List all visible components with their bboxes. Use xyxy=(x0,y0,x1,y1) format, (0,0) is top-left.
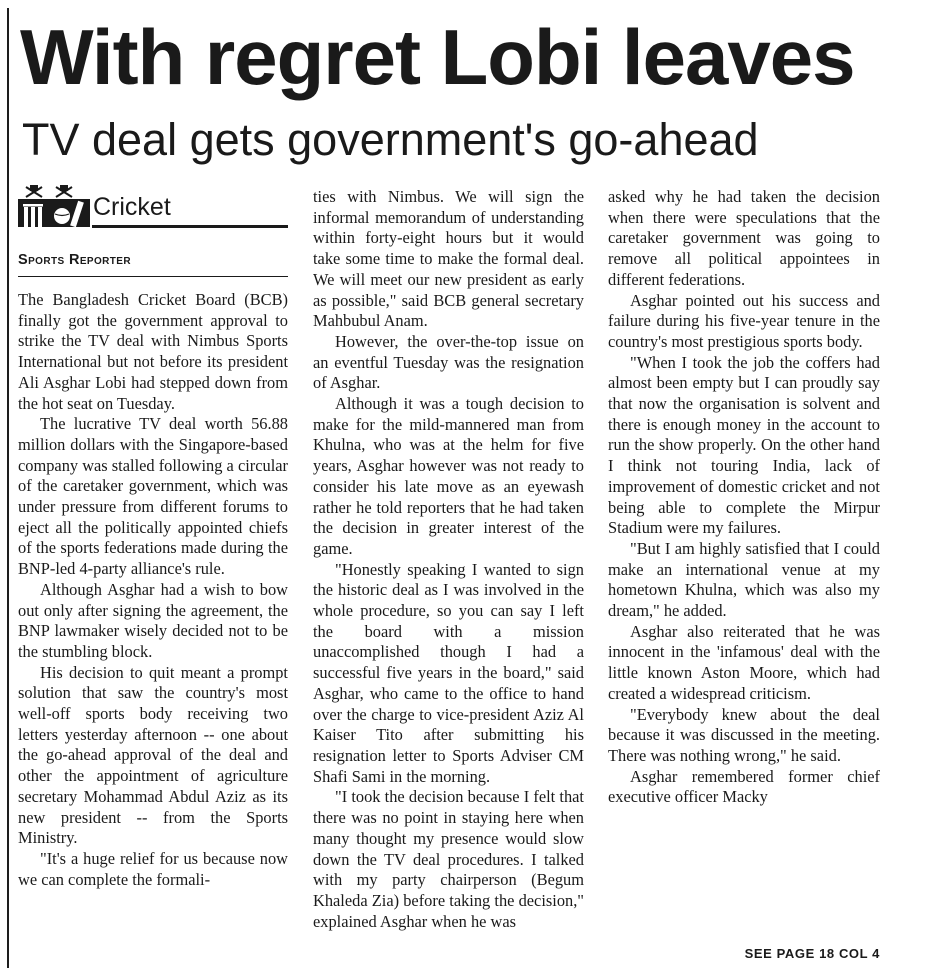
paragraph: ties with Nimbus. We will sign the informal memorandum of understanding within forty-eight hours but it would take some time to make the formal deal. We will meet our new president as early as possible," said BCB general secretary Mahbubul Anam. xyxy=(313,187,584,331)
paragraph: However, the over-the-top issue on an eventful Tuesday was the resignation of Asghar. xyxy=(313,331,584,393)
paragraph: Asghar also reiterated that he was innocent in the 'infamous' deal with the little known Aston Moore, which had created a widespread criticism. xyxy=(608,621,880,703)
paragraph: "But I am highly satisfied that I could make an international venue at my hometown Khulna, which was also my dream," he added. xyxy=(608,538,880,621)
byline xyxy=(18,252,288,268)
article-column-1 xyxy=(18,290,288,890)
paragraph: The Bangladesh Cricket Board (BCB) finally got the government approval to strike the TV deal with Nimbus Sports International but not before its president Ali Asghar Lobi had stepped down from the hot seat on Tuesday. xyxy=(18,290,288,413)
section-rule xyxy=(92,225,288,228)
paragraph: The lucrative TV deal worth 56.88 million dollars with the Singapore-based company was stalled following a circular of the caretaker government, which was under pressure from different forums to eject all the politically appointed chiefs of the sports federations made during the BNP-led 4-party alliance's rule. xyxy=(18,414,288,579)
paragraph: Asghar remembered former chief executive officer Macky xyxy=(608,766,880,807)
paragraph: "When I took the job the coffers had almost been empty but I can proudly say that now the organisation is solvent and there is enough money in the account to run the show properly. On the other hand I think not touring India, lack of improvement of domestic cricket and not being able to complete the Mirpur Stadium were my failures. xyxy=(608,352,880,538)
continuation-note: SEE PAGE 18 COL 4 xyxy=(744,946,880,961)
byline-text: Sports Reporter xyxy=(18,252,131,268)
paragraph: Although Asghar had a wish to bow out only after signing the agreement, the BNP lawmaker wisely decided not to be the stumbling block. xyxy=(18,579,288,661)
subheadline: TV deal gets government's go-ahead xyxy=(22,114,759,165)
paragraph: Asghar pointed out his success and failure during his five-year tenure in the country's most prestigious sports body. xyxy=(608,290,880,351)
paragraph: Although it was a tough decision to make for the mild-mannered man from Khulna, who was at the helm for five years, Asghar however was not ready to consider his late move as an eyewash rather he told reporters that he had taken the decision in greater interest of the game. xyxy=(313,394,584,558)
paragraph: "It's a huge relief for us because now we can complete the formali- xyxy=(18,848,288,889)
paragraph: "Everybody knew about the deal because it was discussed in the meeting. There was nothing wrong," he said. xyxy=(608,704,880,765)
section-label: Cricket xyxy=(93,193,171,221)
section-logo xyxy=(18,185,288,229)
headline: With regret Lobi leaves xyxy=(20,13,855,101)
article-column-2 xyxy=(313,187,584,932)
paragraph: "I took the decision because I felt that there was no point in staying here when many thought my presence would slow down the TV deal procedures. I talked with my party chairperson (Begum Khaleda Zia) before taking the decision," explained Asghar when he was xyxy=(313,787,584,931)
cricket-icon xyxy=(18,185,90,229)
article-column-3 xyxy=(608,187,880,808)
paragraph: His decision to quit meant a prompt solution that saw the country's most well-off sports body receiving two letters yesterday afternoon -- one about the go-ahead approval of the deal and other the appointment of agriculture secretary Mohammad Abdul Aziz as its new president -- from the Sports Ministry. xyxy=(18,662,288,848)
paragraph: asked why he had taken the decision when there were speculations that the caretaker government was going to remove all political appointees in different federations. xyxy=(608,187,880,289)
paragraph: "Honestly speaking I wanted to sign the historic deal as I was involved in the whole procedure, so you can say I left the board with a mission unaccomplished though I had a successful five years in the board," said Asghar, who came to the office to hand over the charge to vice-president Aziz Al Kaiser Tito after submitting his resignation letter to Sports Adviser CM Shafi Sami in the morning. xyxy=(313,559,584,786)
left-column-rule xyxy=(7,8,9,968)
byline-rule xyxy=(18,276,288,277)
